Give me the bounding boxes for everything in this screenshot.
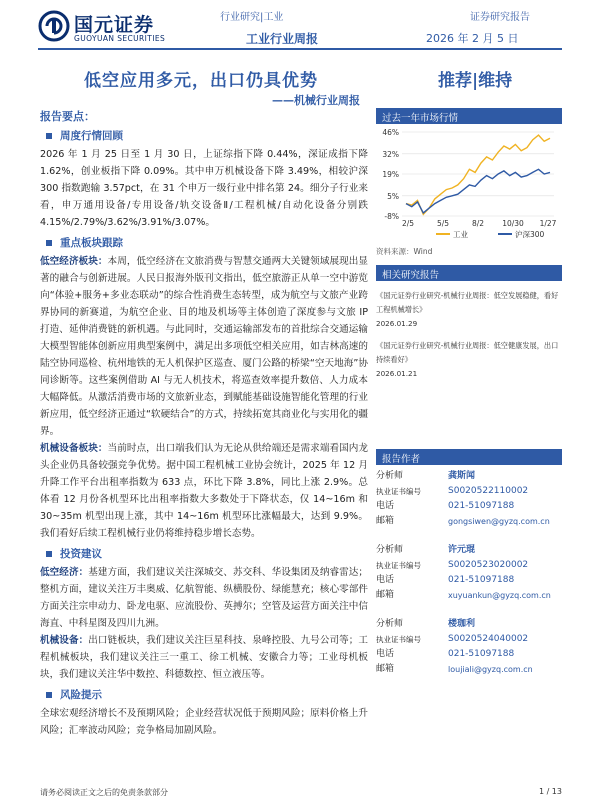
analyst-label: 分析师 [376,619,404,629]
paragraph-text: 基建方面，我们建议关注深城交、苏交科、华设集团及纳睿雷达；整机方面，建议关注万丰奥威、亿航智能、纵横股份、绿能慧充；核心零部件方面关注宗申动力、卧龙电驱、应流股份、英搏尔；空管及运营方面关注中信海直、中科星图及四川九洲。 [40,567,369,629]
paragraph [40,253,368,440]
analyst-name: 龚斯闻 [448,471,476,481]
bullet-square-icon [46,240,52,246]
paragraph-text: 2026 年 1 月 25 日至 1 月 30 日，上证综指下降 0.44%，深证成指下降 1.62%，创业板指下降 0.09%。其中申万机械设备下降 3.49%，相较沪深 300 指数跑输 3.57pct，在 31 个申万一级行业中排名第 24。细分子行业来看，申万通用设备/专用设备/轨交设备Ⅱ/工程机械/自动化设备分别跌 4.15%/2.79%/3.62%/3.91%/3.07%。 [40,149,368,228]
footer-disclaimer: 请务必阅读正文之后的免责条款部分 [40,788,168,797]
cert-number: S0020524040002 [448,634,529,644]
bullet-square-icon [46,551,52,557]
paragraph-label: 低空经济： [40,567,89,578]
related-panel-header: 相关研究报告 [376,265,562,281]
market-panel-header: 过去一年市场行情 [376,108,562,124]
chart-series-line-csi300 [406,169,550,213]
author-list [376,469,562,677]
related-list [376,289,562,381]
cert-number: S0020523020002 [448,560,529,570]
chart-y-tick: 46% [382,128,399,137]
market-chart [376,124,562,242]
key-points-heading: 报告要点： [40,110,95,123]
related-title[interactable]: 《国元证券行业研究-机械行业周报：低空健康发展，出口持续看好》 [376,341,559,364]
paragraph [40,440,368,542]
section-heading-text: 风险提示 [60,689,102,701]
analyst-label: 分析师 [376,545,404,555]
related-item[interactable] [376,289,562,331]
paragraph-label: 机械设备： [40,635,89,646]
chart-x-tick: 10/30 [502,219,524,228]
report-type: 证券研究报告 [470,12,530,23]
report-series-title: 工业行业周报 [246,32,319,46]
chart-legend-label: 沪深300 [515,230,545,239]
author-card [376,617,562,677]
sidebar [376,108,562,677]
chart-x-tick: 2/5 [401,219,415,228]
related-date: 2026.01.21 [376,369,418,378]
phone-number: 021-51097188 [448,501,515,511]
page-footer [40,787,562,798]
report-body [40,108,368,739]
chart-x-tick: 5/5 [436,219,450,228]
related-date: 2026.01.29 [376,319,418,328]
related-title[interactable]: 《国元证券行业研究-机械行业周报：低空发展稳健，看好工程机械增长》 [376,291,559,314]
email-link[interactable]: xuyuankun@gyzq.com.cn [448,591,551,600]
report-category: 行业研究|工业 [220,12,284,23]
analyst-name: 楼珈利 [448,619,476,629]
section-heading [46,235,368,250]
chart-x-tick: 8/2 [471,219,485,228]
phone-number: 021-51097188 [448,575,515,585]
chart-legend-label: 工业 [453,230,468,239]
report-date: 2026 年 2 月 5 日 [426,32,519,45]
email-label: 邮箱 [376,664,395,674]
paragraph-text: 当前时点，出口端我们认为无论从供给端还是需求端看国内龙头企业仍具备较强竞争优势。据中国工程机械工业协会统计，2025 年 12 月升降工作平台出租率指数为 633 点，环比下降 3.8%，同比上涨 2.9%。总体看 12 月份各机型环比出租率指数大多数处于下降状态，仅 14~16m 和 30~35m 机型出现上涨，其中 14~16m 机型环比涨幅最大，达到 9.9%。我们看好后续工程机械行业仍将维持稳步增长态势。 [40,443,369,539]
email-link[interactable]: gongsiwen@gyzq.com.cn [448,517,550,526]
page-subtitle: ——机械行业周报 [272,94,360,107]
analyst-name: 许元琨 [448,545,476,555]
page-header [0,0,600,50]
related-item[interactable] [376,339,562,381]
logo-en-text: GUOYUAN SECURITIES [74,34,166,43]
section-heading-text: 周度行情回顾 [60,130,123,142]
section-heading [46,128,368,143]
email-label: 邮箱 [376,516,395,526]
section-heading-text: 投资建议 [60,548,102,560]
section-heading-text: 重点板块跟踪 [60,237,123,249]
authors-panel-header: 报告作者 [376,449,562,465]
paragraph-label: 机械设备板块： [40,443,108,454]
section-heading [46,687,368,702]
paragraph-text: 全球宏观经济增长不及预期风险；企业经营状况低于预期风险；原料价格上升风险；汇率波动风险；竞争格局加剧风险。 [40,708,368,736]
section-heading [46,546,368,561]
author-card [376,469,562,529]
chart-source: 资料来源：Wind [376,247,433,256]
email-link[interactable]: loujiali@gyzq.com.cn [448,665,533,674]
phone-number: 021-51097188 [448,649,515,659]
chart-y-tick: 5% [387,191,399,201]
paragraph-text: 出口链板块，我们建议关注巨星科技、泉峰控股、九号公司等；工程机械板块，我们建议关注三一重工、徐工机械、安徽合力等；工业母机板块，我们建议关注华中数控、科德数控、恒立液压等。 [40,635,369,680]
analyst-label: 分析师 [376,471,404,481]
chart-y-tick: 19% [382,170,399,179]
cert-number: S0020522110002 [448,486,529,496]
paragraph [40,146,368,231]
paragraph [40,705,368,739]
author-card [376,543,562,603]
phone-label: 电话 [376,575,395,585]
paragraph-text: 本周，低空经济在文旅消费与智慧交通两大关键领域展现出显著的融合与创新进展。人民日报海外版刊文指出，低空旅游正从单一空中游览向“体验+服务+多业态联动”的综合性消费生态转型，成为航空与文旅产业跨界协同的新赛道，为航空企业、目的地及机场等主体创造了深度参与文旅 IP 打造、延伸消费链的新机遇。与此同时，交通运输部发布的首批综合交通运输大模型智能体创新应用典型案例中，满足出多项低空相关应用，如吉林高速的陆空协同巡检、杭州地铁的无人机保护区巡查、厦门公路的桥梁“空天地海”协同诊断等。这些案例借助 AI 与无人机技术，将巡查效率提升数倍、人力成本大幅降低。从激活消费市场的文旅新业态，到赋能基础设施智能化管理的行业新应用，低空经济正通过“软硬结合”的方式，持续拓宽其商业化与实用化的疆界。 [40,256,369,437]
market-chart-svg [376,124,562,242]
bullet-square-icon [46,133,52,139]
paragraph [40,632,368,683]
page-title: 低空应用多元，出口仍具优势 [84,71,318,91]
bullet-square-icon [46,692,52,698]
logo-emblem-icon [38,10,70,42]
phone-label: 电话 [376,501,395,511]
chart-x-tick: 1/27 [539,219,557,228]
phone-label: 电话 [376,649,395,659]
header-divider [38,48,562,50]
cert-label: 执业证书编号 [376,635,421,644]
rating-badge: 推荐|维持 [438,71,513,91]
email-label: 邮箱 [376,590,395,600]
logo-cn-text: 国元证券 [74,14,155,36]
paragraph-label: 低空经济板块： [40,256,108,267]
page-number: 1 / 13 [538,787,562,796]
cert-label: 执业证书编号 [376,561,421,570]
paragraph [40,564,368,632]
chart-y-tick: 32% [382,149,399,159]
chart-y-tick: -8% [384,212,399,221]
company-logo [38,10,178,44]
cert-label: 执业证书编号 [376,487,421,496]
